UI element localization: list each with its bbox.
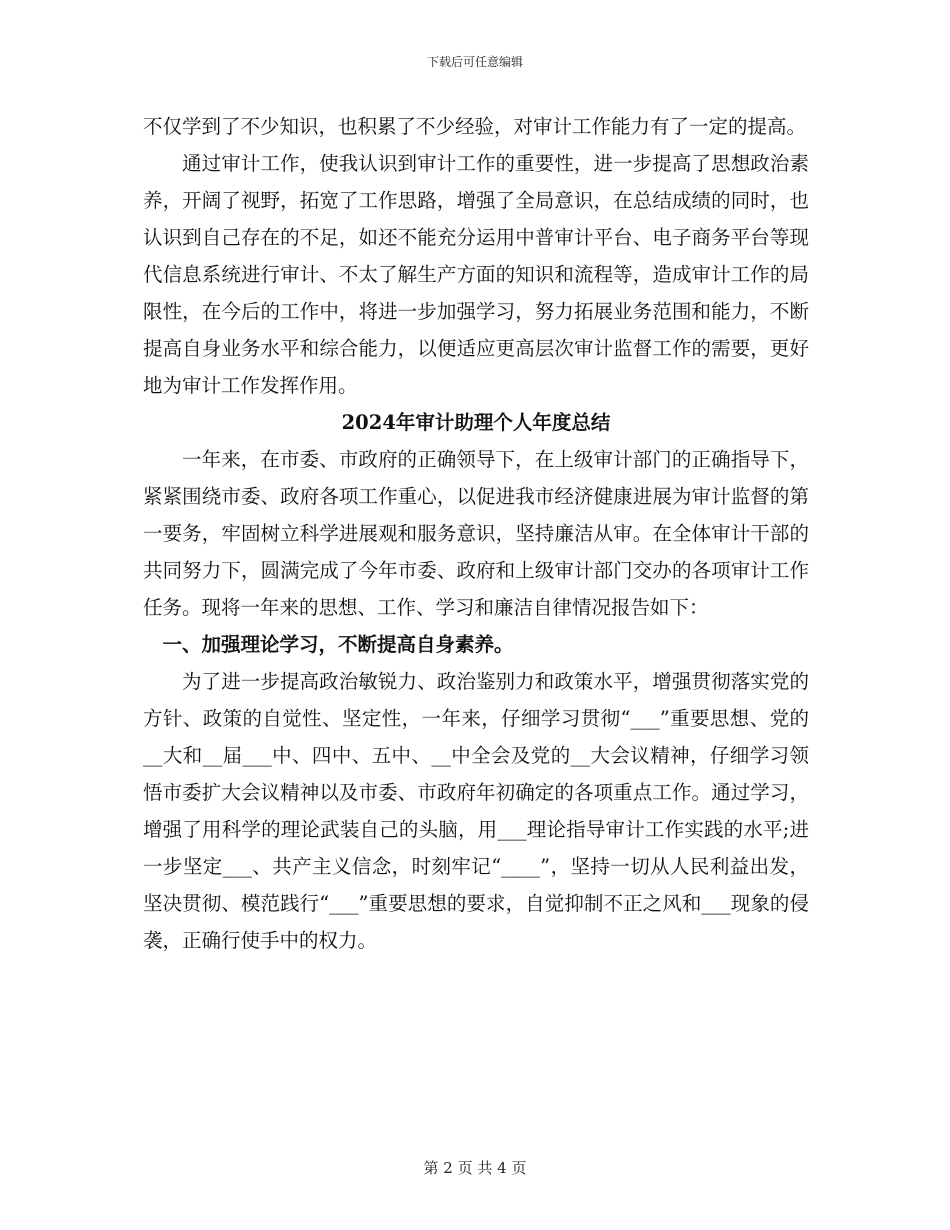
- document-body: [143, 108, 809, 959]
- document-title: 2024年审计助理个人年度总结: [341, 411, 611, 434]
- paragraph-audit-reflection: 通过审计工作，使我认识到审计工作的重要性，进一步提高了思想政治素养，开阔了视野，拓宽了工作思路，增强了全局意识，在总结成绩的同时，也认识到自己存在的不足，如还不能充分运用中普审计平台、电子商务平台等现代信息系统进行审计、不太了解生产方面的知识和流程等，造成审计工作的局限性，在今后的工作中，将进一步加强学习，努力拓展业务范围和能力，不断提高自身业务水平和综合能力，以便适应更高层次审计监督工作的需要，更好地为审计工作发挥作用。: [143, 152, 809, 397]
- paragraph-continuation: 不仅学到了不少知识，也积累了不少经验，对审计工作能力有了一定的提高。: [143, 115, 807, 138]
- paragraph-theory-study: 为了进一步提高政治敏锐力、政治鉴别力和政策水平，增强贯彻落实党的方针、政策的自觉性、坚定性，一年来，仔细学习贯彻“___”重要思想、党的__大和__届___中、四中、五中、__中全会及党的__大会议精神，仔细学习领悟市委扩大会议精神以及市委、市政府年初确定的各项重点工作。通过学习，增强了用科学的理论武装自己的头脑，用___理论指导审计工作实践的水平;进一步坚定___、共产主义信念，时刻牢记“____”，坚持一切从人民利益出发，坚决贯彻、模范践行“___”重要思想的要求，自觉抑制不正之风和___现象的侵袭，正确行使手中的权力。: [143, 670, 809, 952]
- page-header: 下载后可任意编辑: [426, 55, 523, 69]
- page-footer: 第 2 页 共 4 页: [423, 1159, 527, 1177]
- paragraph-intro: 一年来，在市委、市政府的正确领导下，在上级审计部门的正确指导下，紧紧围绕市委、政府各项工作重心，以促进我市经济健康进展为审计监督的第一要务，牢固树立科学进展观和服务意识，坚持廉洁从审。在全体审计干部的共同努力下，圆满完成了今年市委、政府和上级审计部门交办的各项审计工作任务。现将一年来的思想、工作、学习和廉洁自律情况报告如下：: [143, 448, 809, 619]
- section-heading-1: 一、加强理论学习，不断提高自身素养。: [162, 633, 514, 656]
